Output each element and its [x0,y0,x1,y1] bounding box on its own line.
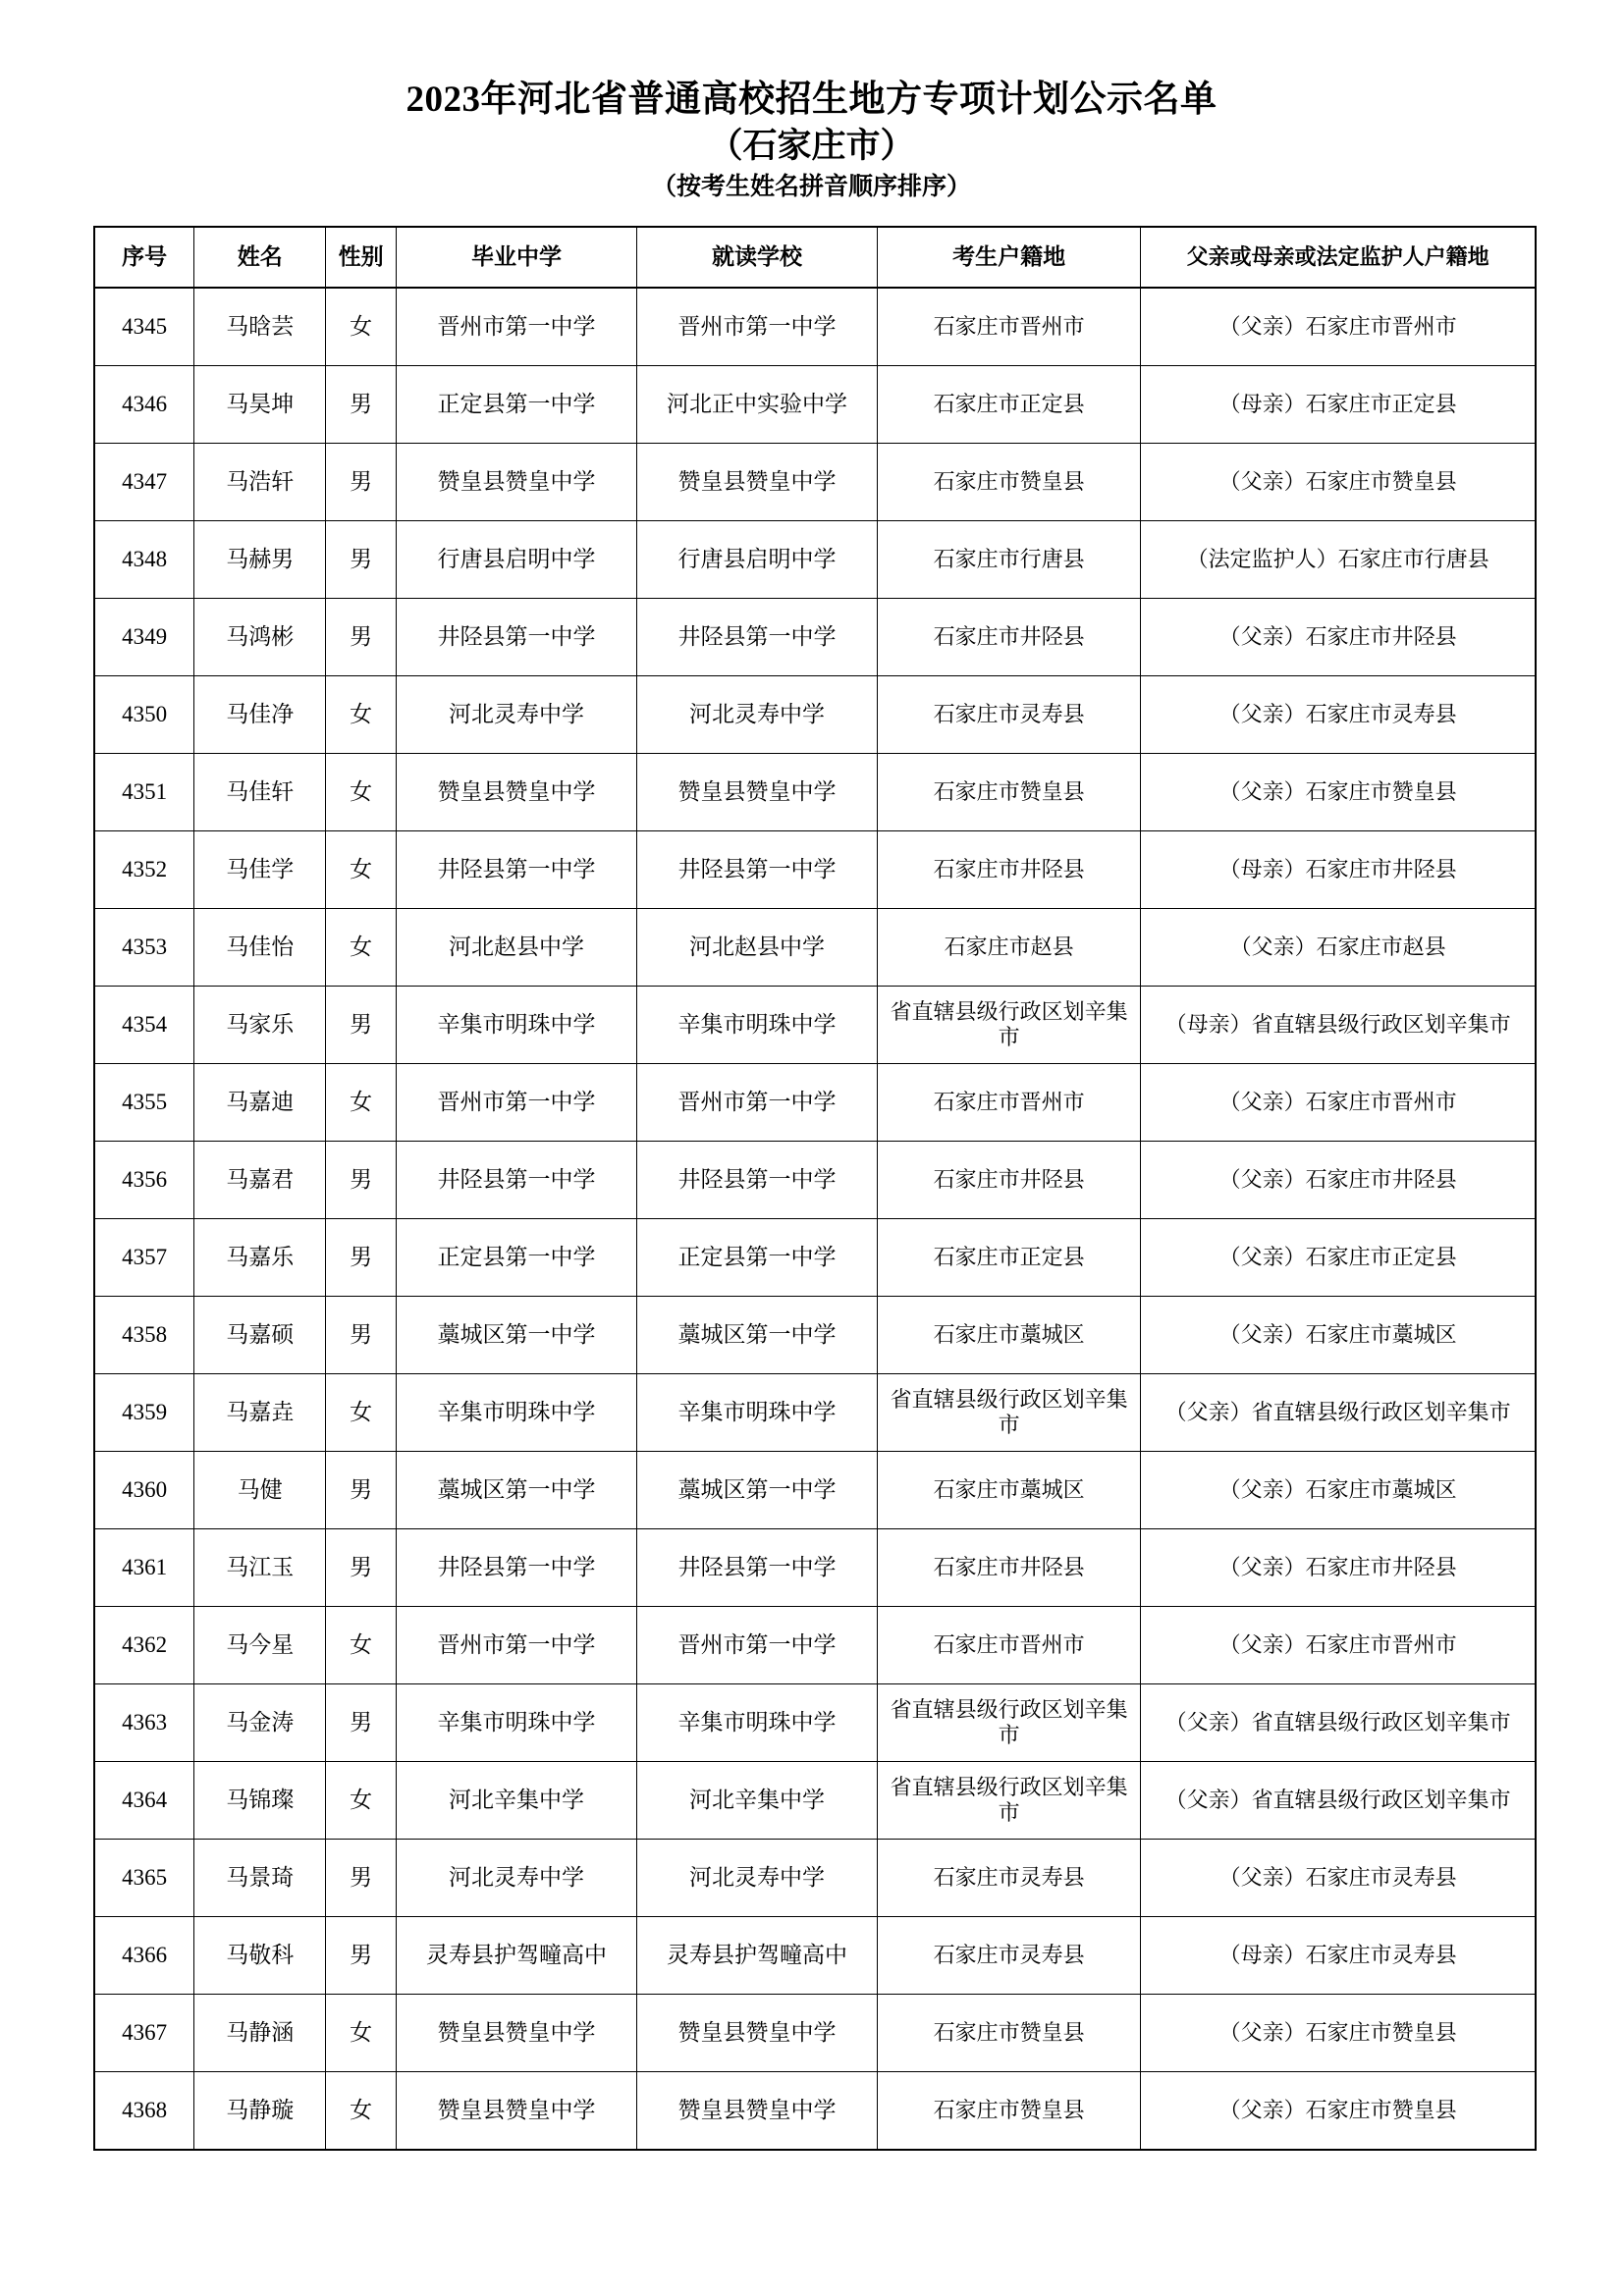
cell-index: 4361 [94,1529,194,1607]
table-row [94,1142,1536,1219]
table-row [94,1684,1536,1762]
cell-graduated-school: 赞皇县赞皇中学 [396,1995,636,2072]
cell-guardian-residence: （父亲）石家庄市井陉县 [1141,1142,1536,1219]
cell-index: 4346 [94,366,194,444]
table-row [94,1762,1536,1840]
cell-sex: 男 [326,987,397,1064]
cell-candidate-residence: 石家庄市正定县 [878,1219,1141,1297]
cell-name: 马锦璨 [194,1762,326,1840]
cell-graduated-school: 河北灵寿中学 [396,1840,636,1917]
cell-attending-school: 行唐县启明中学 [637,521,878,599]
cell-attending-school: 井陉县第一中学 [637,599,878,676]
table-header-row-group [94,227,1536,288]
cell-attending-school: 晋州市第一中学 [637,288,878,366]
cell-graduated-school: 赞皇县赞皇中学 [396,2072,636,2151]
table-row [94,2072,1536,2151]
cell-guardian-residence: （父亲）省直辖县级行政区划辛集市 [1141,1684,1536,1762]
table-row [94,1607,1536,1684]
cell-sex: 女 [326,676,397,754]
cell-candidate-residence: 省直辖县级行政区划辛集市 [878,1374,1141,1452]
table-row [94,444,1536,521]
cell-candidate-residence: 石家庄市赞皇县 [878,2072,1141,2151]
cell-sex: 男 [326,1297,397,1374]
cell-index: 4353 [94,909,194,987]
table-row [94,676,1536,754]
table-row [94,909,1536,987]
cell-sex: 男 [326,1840,397,1917]
cell-graduated-school: 晋州市第一中学 [396,1064,636,1142]
cell-attending-school: 辛集市明珠中学 [637,1684,878,1762]
cell-graduated-school: 晋州市第一中学 [396,288,636,366]
cell-index: 4364 [94,1762,194,1840]
cell-name: 马静涵 [194,1995,326,2072]
cell-index: 4360 [94,1452,194,1529]
cell-index: 4368 [94,2072,194,2151]
cell-name: 马家乐 [194,987,326,1064]
cell-graduated-school: 河北灵寿中学 [396,676,636,754]
cell-graduated-school: 赞皇县赞皇中学 [396,444,636,521]
table-row [94,366,1536,444]
cell-index: 4367 [94,1995,194,2072]
cell-candidate-residence: 石家庄市赞皇县 [878,754,1141,831]
cell-index: 4356 [94,1142,194,1219]
column-header-candidate-residence: 考生户籍地 [878,227,1141,288]
cell-guardian-residence: （父亲）石家庄市井陉县 [1141,1529,1536,1607]
cell-index: 4357 [94,1219,194,1297]
table-row [94,1452,1536,1529]
column-header-sex: 性别 [326,227,397,288]
cell-graduated-school: 辛集市明珠中学 [396,1684,636,1762]
cell-index: 4363 [94,1684,194,1762]
cell-graduated-school: 正定县第一中学 [396,1219,636,1297]
cell-attending-school: 井陉县第一中学 [637,1529,878,1607]
cell-candidate-residence: 石家庄市井陉县 [878,1142,1141,1219]
cell-graduated-school: 井陉县第一中学 [396,1142,636,1219]
cell-attending-school: 河北正中实验中学 [637,366,878,444]
cell-candidate-residence: 省直辖县级行政区划辛集市 [878,987,1141,1064]
cell-sex: 女 [326,1064,397,1142]
cell-candidate-residence: 石家庄市晋州市 [878,1607,1141,1684]
cell-sex: 女 [326,1762,397,1840]
table-row [94,1995,1536,2072]
column-header-guardian-residence: 父亲或母亲或法定监护人户籍地 [1141,227,1536,288]
cell-sex: 男 [326,599,397,676]
cell-graduated-school: 河北辛集中学 [396,1762,636,1840]
table-row [94,288,1536,366]
cell-name: 马健 [194,1452,326,1529]
table-row [94,1917,1536,1995]
cell-attending-school: 井陉县第一中学 [637,831,878,909]
cell-guardian-residence: （父亲）石家庄市灵寿县 [1141,1840,1536,1917]
cell-name: 马佳学 [194,831,326,909]
cell-attending-school: 河北辛集中学 [637,1762,878,1840]
table-row [94,599,1536,676]
cell-candidate-residence: 石家庄市正定县 [878,366,1141,444]
cell-name: 马佳净 [194,676,326,754]
cell-index: 4348 [94,521,194,599]
sort-order-note: （按考生姓名拼音顺序排序） [651,174,971,200]
cell-index: 4350 [94,676,194,754]
cell-graduated-school: 辛集市明珠中学 [396,1374,636,1452]
cell-attending-school: 赞皇县赞皇中学 [637,2072,878,2151]
cell-graduated-school: 井陉县第一中学 [396,1529,636,1607]
cell-candidate-residence: 石家庄市井陉县 [878,599,1141,676]
cell-graduated-school: 藁城区第一中学 [396,1452,636,1529]
cell-guardian-residence: （父亲）石家庄市晋州市 [1141,1064,1536,1142]
table-body [94,288,1536,2150]
cell-candidate-residence: 石家庄市赵县 [878,909,1141,987]
cell-sex: 女 [326,288,397,366]
table-row [94,1219,1536,1297]
cell-graduated-school: 行唐县启明中学 [396,521,636,599]
cell-graduated-school: 河北赵县中学 [396,909,636,987]
cell-guardian-residence: （父亲）省直辖县级行政区划辛集市 [1141,1374,1536,1452]
column-header-attending-school: 就读学校 [637,227,878,288]
column-header-graduated-school: 毕业中学 [396,227,636,288]
cell-graduated-school: 藁城区第一中学 [396,1297,636,1374]
cell-name: 马赫男 [194,521,326,599]
table-row [94,521,1536,599]
cell-index: 4359 [94,1374,194,1452]
page-subtitle: （石家庄市） [708,127,915,165]
cell-sex: 女 [326,1374,397,1452]
cell-index: 4366 [94,1917,194,1995]
cell-guardian-residence: （母亲）石家庄市正定县 [1141,366,1536,444]
cell-guardian-residence: （父亲）石家庄市藁城区 [1141,1297,1536,1374]
table-row [94,831,1536,909]
cell-name: 马嘉垚 [194,1374,326,1452]
cell-sex: 女 [326,1607,397,1684]
cell-sex: 女 [326,2072,397,2151]
cell-candidate-residence: 石家庄市藁城区 [878,1452,1141,1529]
cell-sex: 女 [326,754,397,831]
cell-attending-school: 正定县第一中学 [637,1219,878,1297]
cell-index: 4349 [94,599,194,676]
cell-guardian-residence: （父亲）石家庄市赞皇县 [1141,754,1536,831]
cell-sex: 女 [326,1995,397,2072]
cell-guardian-residence: （母亲）石家庄市井陉县 [1141,831,1536,909]
cell-sex: 男 [326,1219,397,1297]
cell-candidate-residence: 石家庄市藁城区 [878,1297,1141,1374]
cell-index: 4345 [94,288,194,366]
table-row [94,1529,1536,1607]
column-header-name: 姓名 [194,227,326,288]
cell-sex: 男 [326,1529,397,1607]
cell-name: 马静璇 [194,2072,326,2151]
roster-table [93,226,1537,2151]
cell-candidate-residence: 石家庄市灵寿县 [878,1917,1141,1995]
cell-index: 4355 [94,1064,194,1142]
table-row [94,987,1536,1064]
cell-candidate-residence: 石家庄市井陉县 [878,1529,1141,1607]
cell-graduated-school: 晋州市第一中学 [396,1607,636,1684]
page-title: 2023年河北省普通高校招生地方专项计划公示名单 [406,80,1217,120]
cell-index: 4347 [94,444,194,521]
cell-sex: 女 [326,909,397,987]
cell-attending-school: 赞皇县赞皇中学 [637,754,878,831]
cell-candidate-residence: 省直辖县级行政区划辛集市 [878,1684,1141,1762]
cell-name: 马江玉 [194,1529,326,1607]
cell-guardian-residence: （父亲）石家庄市正定县 [1141,1219,1536,1297]
cell-graduated-school: 灵寿县护驾疃高中 [396,1917,636,1995]
cell-candidate-residence: 石家庄市行唐县 [878,521,1141,599]
cell-attending-school: 赞皇县赞皇中学 [637,444,878,521]
cell-guardian-residence: （父亲）石家庄市灵寿县 [1141,676,1536,754]
cell-index: 4362 [94,1607,194,1684]
cell-attending-school: 河北灵寿中学 [637,1840,878,1917]
cell-attending-school: 藁城区第一中学 [637,1452,878,1529]
cell-guardian-residence: （母亲）石家庄市灵寿县 [1141,1917,1536,1995]
cell-name: 马佳怡 [194,909,326,987]
cell-sex: 男 [326,1452,397,1529]
cell-graduated-school: 辛集市明珠中学 [396,987,636,1064]
cell-guardian-residence: （父亲）石家庄市赞皇县 [1141,444,1536,521]
cell-name: 马昊坤 [194,366,326,444]
cell-name: 马佳轩 [194,754,326,831]
cell-guardian-residence: （父亲）石家庄市赵县 [1141,909,1536,987]
cell-candidate-residence: 石家庄市井陉县 [878,831,1141,909]
cell-attending-school: 井陉县第一中学 [637,1142,878,1219]
cell-candidate-residence: 省直辖县级行政区划辛集市 [878,1762,1141,1840]
cell-sex: 男 [326,1684,397,1762]
cell-guardian-residence: （父亲）石家庄市井陉县 [1141,599,1536,676]
cell-index: 4351 [94,754,194,831]
cell-attending-school: 藁城区第一中学 [637,1297,878,1374]
cell-attending-school: 辛集市明珠中学 [637,1374,878,1452]
cell-sex: 男 [326,521,397,599]
cell-guardian-residence: （父亲）石家庄市晋州市 [1141,288,1536,366]
cell-guardian-residence: （父亲）石家庄市赞皇县 [1141,2072,1536,2151]
cell-graduated-school: 正定县第一中学 [396,366,636,444]
cell-guardian-residence: （父亲）省直辖县级行政区划辛集市 [1141,1762,1536,1840]
cell-guardian-residence: （父亲）石家庄市藁城区 [1141,1452,1536,1529]
cell-sex: 女 [326,831,397,909]
cell-name: 马敬科 [194,1917,326,1995]
cell-guardian-residence: （母亲）省直辖县级行政区划辛集市 [1141,987,1536,1064]
table-header-row [94,227,1536,288]
cell-name: 马嘉迪 [194,1064,326,1142]
cell-name: 马今星 [194,1607,326,1684]
table-row [94,754,1536,831]
cell-candidate-residence: 石家庄市灵寿县 [878,1840,1141,1917]
cell-candidate-residence: 石家庄市赞皇县 [878,444,1141,521]
cell-attending-school: 河北赵县中学 [637,909,878,987]
cell-name: 马鸿彬 [194,599,326,676]
cell-attending-school: 河北灵寿中学 [637,676,878,754]
cell-candidate-residence: 石家庄市晋州市 [878,1064,1141,1142]
cell-index: 4365 [94,1840,194,1917]
cell-attending-school: 灵寿县护驾疃高中 [637,1917,878,1995]
cell-attending-school: 辛集市明珠中学 [637,987,878,1064]
cell-name: 马嘉硕 [194,1297,326,1374]
cell-sex: 男 [326,1142,397,1219]
cell-name: 马金涛 [194,1684,326,1762]
cell-candidate-residence: 石家庄市赞皇县 [878,1995,1141,2072]
cell-graduated-school: 赞皇县赞皇中学 [396,754,636,831]
document-header [0,0,1623,204]
column-header-index: 序号 [94,227,194,288]
table-row [94,1374,1536,1452]
cell-guardian-residence: （父亲）石家庄市晋州市 [1141,1607,1536,1684]
cell-name: 马景琦 [194,1840,326,1917]
cell-name: 马晗芸 [194,288,326,366]
cell-index: 4354 [94,987,194,1064]
cell-candidate-residence: 石家庄市晋州市 [878,288,1141,366]
cell-sex: 男 [326,444,397,521]
cell-guardian-residence: （父亲）石家庄市赞皇县 [1141,1995,1536,2072]
cell-sex: 男 [326,1917,397,1995]
cell-index: 4358 [94,1297,194,1374]
cell-attending-school: 赞皇县赞皇中学 [637,1995,878,2072]
cell-graduated-school: 井陉县第一中学 [396,599,636,676]
cell-name: 马浩轩 [194,444,326,521]
cell-attending-school: 晋州市第一中学 [637,1607,878,1684]
table-row [94,1297,1536,1374]
cell-index: 4352 [94,831,194,909]
cell-attending-school: 晋州市第一中学 [637,1064,878,1142]
cell-sex: 男 [326,366,397,444]
cell-candidate-residence: 石家庄市灵寿县 [878,676,1141,754]
cell-name: 马嘉乐 [194,1219,326,1297]
table-row [94,1064,1536,1142]
roster-table-container [0,226,1623,2151]
cell-name: 马嘉君 [194,1142,326,1219]
cell-guardian-residence: （法定监护人）石家庄市行唐县 [1141,521,1536,599]
table-row [94,1840,1536,1917]
cell-graduated-school: 井陉县第一中学 [396,831,636,909]
